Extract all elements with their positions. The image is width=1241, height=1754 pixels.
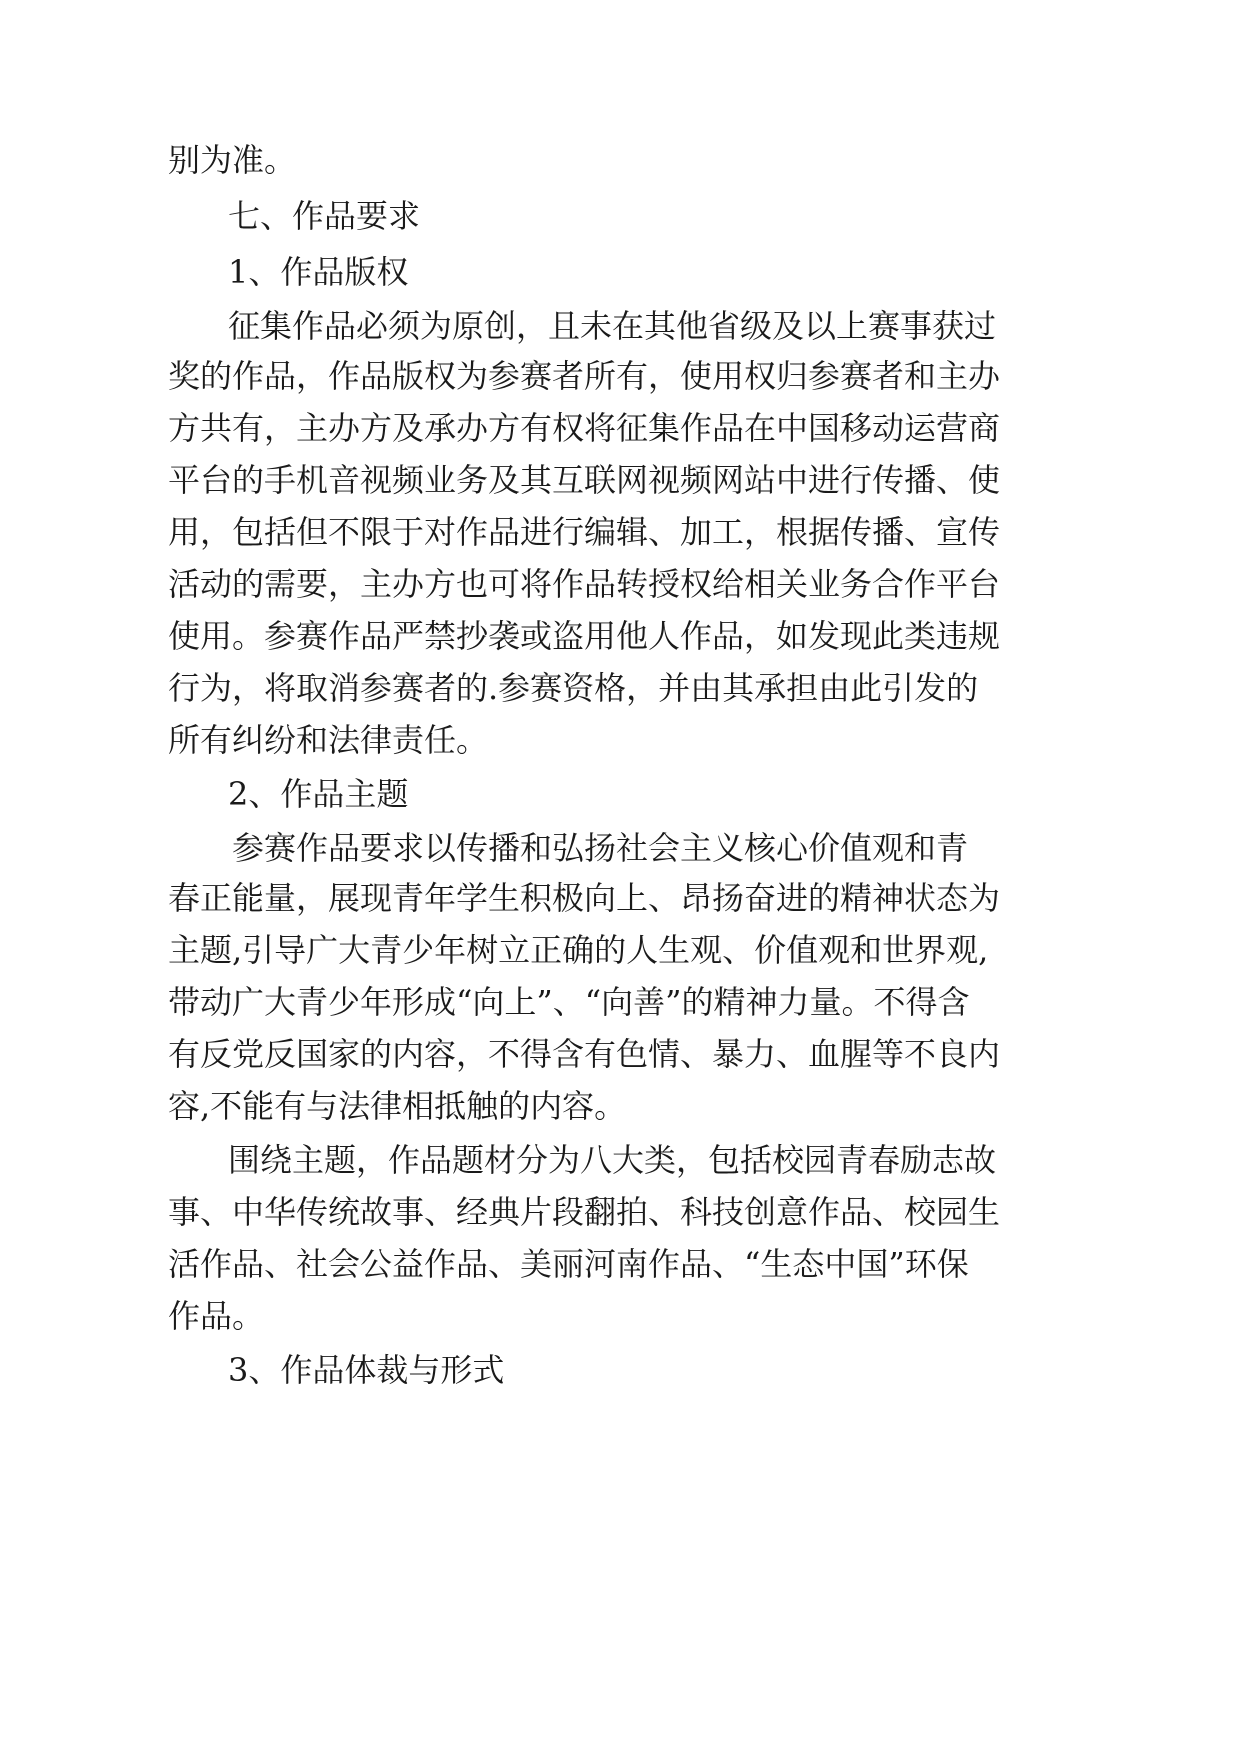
paragraph-line: 用，包括但不限于对作品进行编辑、加工，根据传播、宣传	[168, 513, 1001, 551]
paragraph-line: 作品。	[168, 1297, 265, 1335]
paragraph-line: 活作品、社会公益作品、美丽河南作品、“生态中国”环保	[168, 1245, 969, 1283]
paragraph-line: 方共有，主办方及承办方有权将征集作品在中国移动运营商	[168, 409, 1001, 447]
paragraph-line: 参赛作品要求以传播和弘扬社会主义核心价值观和青	[232, 829, 969, 867]
paragraph-line: 主题,引导广大青少年树立正确的人生观、价值观和世界观,	[168, 931, 989, 969]
paragraph-line: 事、中华传统故事、经典片段翻拍、科技创意作品、校园生	[168, 1193, 1001, 1231]
paragraph-line: 带动广大青少年形成“向上”、“向善”的精神力量。不得含	[168, 983, 970, 1021]
paragraph-line: 征集作品必须为原创，且未在其他省级及以上赛事获过	[228, 307, 997, 345]
paragraph-line: 所有纠纷和法律责任。	[168, 721, 489, 759]
paragraph-line: 容,不能有与法律相抵触的内容。	[168, 1087, 627, 1125]
paragraph-line: 有反党反国家的内容，不得含有色情、暴力、血腥等不良内	[168, 1035, 1001, 1073]
paragraph-line: 活动的需要，主办方也可将作品转授权给相关业务合作平台	[168, 565, 1001, 603]
subsection-heading: 3、作品体裁与形式	[228, 1351, 505, 1389]
subsection-heading: 2、作品主题	[228, 775, 409, 813]
section-heading: 七、作品要求	[228, 197, 421, 235]
subsection-heading: 1、作品版权	[228, 253, 409, 291]
paragraph-line: 行为，将取消参赛者的.参赛资格，并由其承担由此引发的	[168, 669, 979, 707]
paragraph-line: 奖的作品，作品版权为参赛者所有，使用权归参赛者和主办	[168, 357, 1001, 395]
paragraph-line: 平台的手机音视频业务及其互联网视频网站中进行传播、使	[168, 461, 1001, 499]
paragraph-line: 别为准。	[168, 141, 297, 179]
paragraph-line: 围绕主题，作品题材分为八大类，包括校园青春励志故	[228, 1141, 997, 1179]
paragraph-line: 使用。参赛作品严禁抄袭或盗用他人作品，如发现此类违规	[168, 617, 1001, 655]
paragraph-line: 春正能量，展现青年学生积极向上、昂扬奋进的精神状态为	[168, 879, 1001, 917]
